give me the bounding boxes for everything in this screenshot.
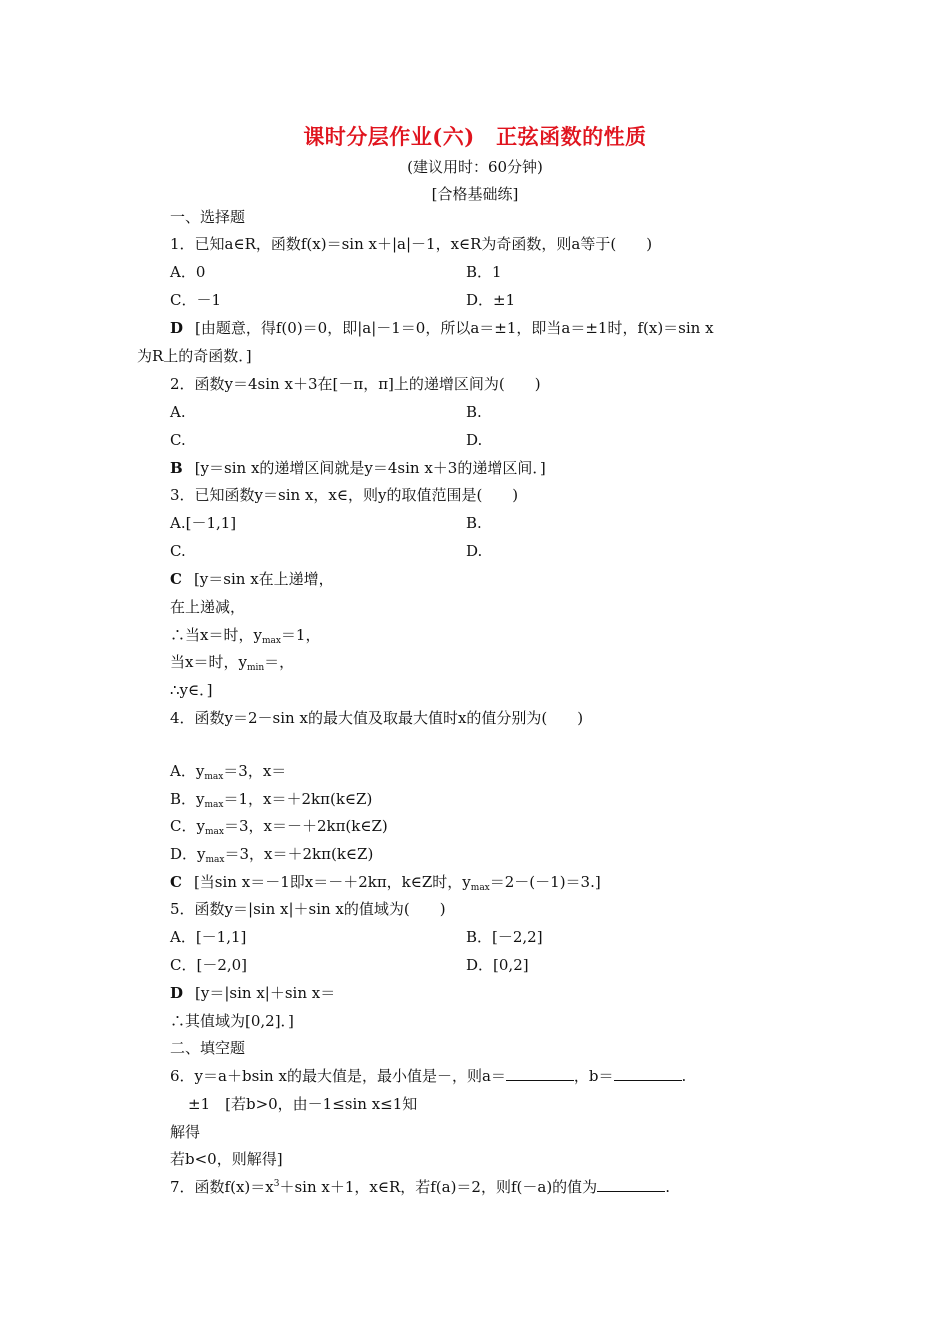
- question-1-stem: 1．已知a∈R，函数f(x)＝sin x＋|a|－1，x∈R为奇函数，则a等于( ): [170, 235, 653, 253]
- q2-explanation: [170, 458, 546, 478]
- q6-blank-a[interactable]: [506, 1066, 574, 1081]
- q6-blank-b[interactable]: [614, 1066, 682, 1081]
- q4-option-d: [170, 844, 373, 867]
- q4-explain-pre: [当sin x＝－1即x＝－＋2kπ，k∈Z时，y: [193, 873, 471, 891]
- question-6-stem: [170, 1066, 686, 1086]
- q1-option-b: B．1: [466, 263, 502, 281]
- q1-explain-line1: [由题意，得f(0)＝0，即|a|－1＝0，所以a＝±1，即当a＝±1时，f(x)＝sin x: [195, 319, 714, 337]
- q1-option-a: A．0: [170, 263, 206, 281]
- q2-answer: B: [170, 459, 183, 477]
- q3-option-a: A.[－1,1]: [170, 514, 237, 532]
- q5-option-a: A．[－1,1]: [170, 928, 247, 946]
- q5-explain-line2: ∴其值域为[0,2]．]: [170, 1012, 294, 1030]
- q1-explain-line2: 为R上的奇函数．]: [137, 347, 252, 365]
- suggested-time: (建议用时：60分钟): [407, 158, 543, 176]
- q7-blank[interactable]: [597, 1177, 665, 1192]
- q3-option-d: D.: [466, 542, 483, 560]
- q2-explain: [y＝sin x的递增区间就是y＝4sin x＋3的递增区间．]: [194, 459, 546, 477]
- q7-stem-sup: 3: [273, 1179, 280, 1189]
- q6-stem-b: ，b＝: [573, 1067, 614, 1085]
- q3-explain-line3: [170, 625, 320, 648]
- q2-option-d: D.: [466, 431, 483, 449]
- q6-stem-c: .: [681, 1067, 687, 1085]
- q4-explanation: [170, 872, 601, 895]
- q3-explain4-rest: ＝，: [264, 653, 295, 671]
- q6-explain-line1: ±1 [若b>0，由－1≤sin x≤1知: [188, 1095, 418, 1113]
- q4-a-pre: A．y: [170, 762, 205, 780]
- q4-option-a: [170, 761, 286, 784]
- q2-option-a: A.: [170, 403, 186, 421]
- q3-explain4-subscript: min: [246, 663, 265, 673]
- question-7-stem: [170, 1177, 670, 1200]
- q4-explain-sub: max: [470, 883, 490, 893]
- q4-option-c: [170, 816, 388, 839]
- q3-explain-line4: [170, 652, 294, 675]
- q3-explanation: [170, 569, 334, 589]
- q3-explain3-subscript: max: [261, 636, 281, 646]
- q5-option-c: C．[－2,0]: [170, 956, 248, 974]
- q5-option-b: B．[－2,2]: [466, 928, 543, 946]
- q1-option-d: D．±1: [466, 291, 516, 309]
- q3-option-c: C.: [170, 542, 186, 560]
- q3-explain3-text: ∴当x＝时，y: [170, 626, 262, 644]
- page-title: 课时分层作业(六) 正弦函数的性质: [303, 124, 647, 149]
- q1-option-c: C．－1: [170, 291, 222, 309]
- q4-c-sub: max: [204, 827, 224, 837]
- q7-stem-a: 7．函数f(x)＝x: [170, 1178, 274, 1196]
- q4-explain-post: ＝2－(－1)＝3.]: [489, 873, 601, 891]
- q2-option-c: C.: [170, 431, 186, 449]
- q4-a-sub: max: [204, 772, 224, 782]
- q5-answer: D: [170, 984, 184, 1002]
- q4-b-sub: max: [204, 800, 224, 810]
- q3-explain-line1: [y＝sin x在上递增，: [193, 570, 334, 588]
- q4-c-pre: C．y: [170, 817, 205, 835]
- q3-explain-line5: ∴y∈．]: [170, 681, 213, 699]
- section-heading-choice: 一、选择题: [170, 208, 246, 226]
- q4-d-pre: D．y: [170, 845, 206, 863]
- q7-stem-b: ＋sin x＋1，x∈R，若f(a)＝2，则f(－a)的值为: [279, 1178, 598, 1196]
- q3-explain-line2: 在上递减，: [170, 598, 246, 616]
- q5-explain-line1: [y＝|sin x|＋sin x＝: [195, 984, 336, 1002]
- q4-d-sub: max: [205, 855, 225, 865]
- q3-explain3-rest: ＝1，: [280, 626, 321, 644]
- q3-option-b: B.: [466, 514, 482, 532]
- q4-b-post: ＝1，x＝＋2kπ(k∈Z): [223, 790, 373, 808]
- q5-explanation: [170, 983, 335, 1003]
- q6-explain-line2: 解得: [170, 1123, 201, 1141]
- question-3-stem: 3．已知函数y＝sin x，x∈，则y的取值范围是( ): [170, 486, 519, 504]
- question-4-stem: 4．函数y＝2－sin x的最大值及取最大值时x的值分别为( ): [170, 709, 584, 727]
- q4-answer: C: [170, 873, 182, 891]
- question-5-stem: 5．函数y＝|sin x|＋sin x的值域为( ): [170, 900, 446, 918]
- q2-option-b: B.: [466, 403, 482, 421]
- question-2-stem: 2．函数y＝4sin x＋3在[－π，π]上的递增区间为( ): [170, 375, 541, 393]
- section-heading-fill: 二、填空题: [170, 1039, 246, 1057]
- q4-b-pre: B．y: [170, 790, 205, 808]
- q3-explain4-text: 当x＝时，y: [170, 653, 247, 671]
- q1-explanation: [170, 318, 714, 338]
- q6-stem-a: 6．y＝a＋bsin x的最大值是，最小值是－，则a＝: [170, 1067, 506, 1085]
- q4-d-post: ＝3，x＝＋2kπ(k∈Z): [224, 845, 374, 863]
- q1-answer: D: [170, 319, 184, 337]
- q7-stem-c: .: [665, 1178, 670, 1196]
- q4-c-post: ＝3，x＝－＋2kπ(k∈Z): [223, 817, 388, 835]
- q4-option-b: [170, 789, 372, 812]
- level-heading: [合格基础练]: [431, 185, 519, 203]
- q4-a-post: ＝3，x＝: [223, 762, 287, 780]
- q6-explain-line3: 若b<0，则解得]: [170, 1150, 283, 1168]
- q5-option-d: D．[0,2]: [466, 956, 529, 974]
- q3-answer: C: [170, 570, 182, 588]
